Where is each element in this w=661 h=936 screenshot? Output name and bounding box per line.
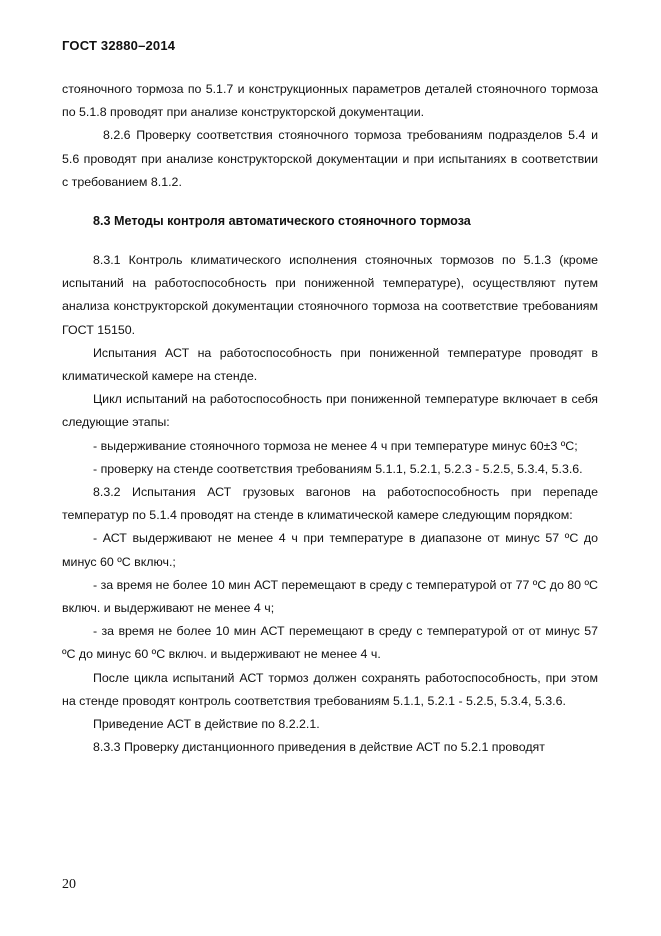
page-body — [62, 78, 598, 759]
paragraph-8-3-1: 8.3.1 Контроль климатического исполнения стояночных тормозов по 5.1.3 (кроме испытаний на работоспособность при пониженной температуре), осуществляют путем анализа конструкторской документации стояночного тормоза на соответствие требованиям ГОСТ 15150. — [62, 253, 598, 337]
standard-header: ГОСТ 32880–2014 — [62, 38, 176, 53]
paragraph-after-cycle: После цикла испытаний АСТ тормоз должен сохранять работоспособность, при этом на стенде проводят контроль соответствия требованиям 5.1.1, 5.2.1 - 5.2.5, 5.3.4, 5.3.6. — [62, 670, 598, 708]
paragraph-continuation: стояночного тормоза по 5.1.7 и конструкционных параметров деталей стояночного тормоза по 5.1.8 проводят при анализе конструкторской документации. — [62, 82, 598, 120]
paragraph-8-2-6: 8.2.6 Проверку соответствия стояночного тормоза требованиям подразделов 5.4 и 5.6 проводят при анализе конструкторской документации и при испытаниях в соответствии с требованием 8.1.2. — [62, 128, 598, 189]
list-item-cold-transfer: - за время не более 10 мин АСТ перемещают в среду с температурой от от минус 57 ºС до минус 60 ºС включ. и выдерживают не менее 4 ч. — [62, 624, 598, 662]
section-title-8-3: 8.3 Методы контроля автоматического стояночного тормоза — [93, 214, 471, 229]
list-item-holding: - выдерживание стояночного тормоза не менее 4 ч при температуре минус 60±3 ºС; — [93, 438, 578, 453]
list-item-bench-check: - проверку на стенде соответствия требованиям 5.1.1, 5.2.1, 5.2.3 - 5.2.5, 5.3.4, 5.3.6. — [93, 461, 583, 476]
paragraph-test-cycle: Цикл испытаний на работоспособность при пониженной температуре включает в себя следующие этапы: — [62, 392, 598, 430]
paragraph-ast-tests: Испытания АСТ на работоспособность при пониженной температуре проводят в климатической камере на стенде. — [62, 345, 598, 384]
list-item-warm-transfer: - за время не более 10 мин АСТ перемещают в среду с температурой от 77 ºС до 80 ºС включ. и выдерживают не менее 4 ч; — [62, 577, 598, 616]
paragraph-8-3-2: 8.3.2 Испытания АСТ грузовых вагонов на работоспособность при перепаде температур по 5.1.4 проводят на стенде в климатической камере следующим порядком: — [62, 485, 598, 523]
paragraph-8-3-3: 8.3.3 Проверку дистанционного приведения в действие АСТ по 5.2.1 проводят — [93, 740, 545, 755]
page-number: 20 — [62, 877, 76, 892]
list-item-cold-hold: - АСТ выдерживают не менее 4 ч при температуре в диапазоне от минус 57 ºС до минус 60 ºС включ.; — [62, 531, 598, 569]
paragraph-actuation: Приведение АСТ в действие по 8.2.2.1. — [93, 717, 320, 732]
